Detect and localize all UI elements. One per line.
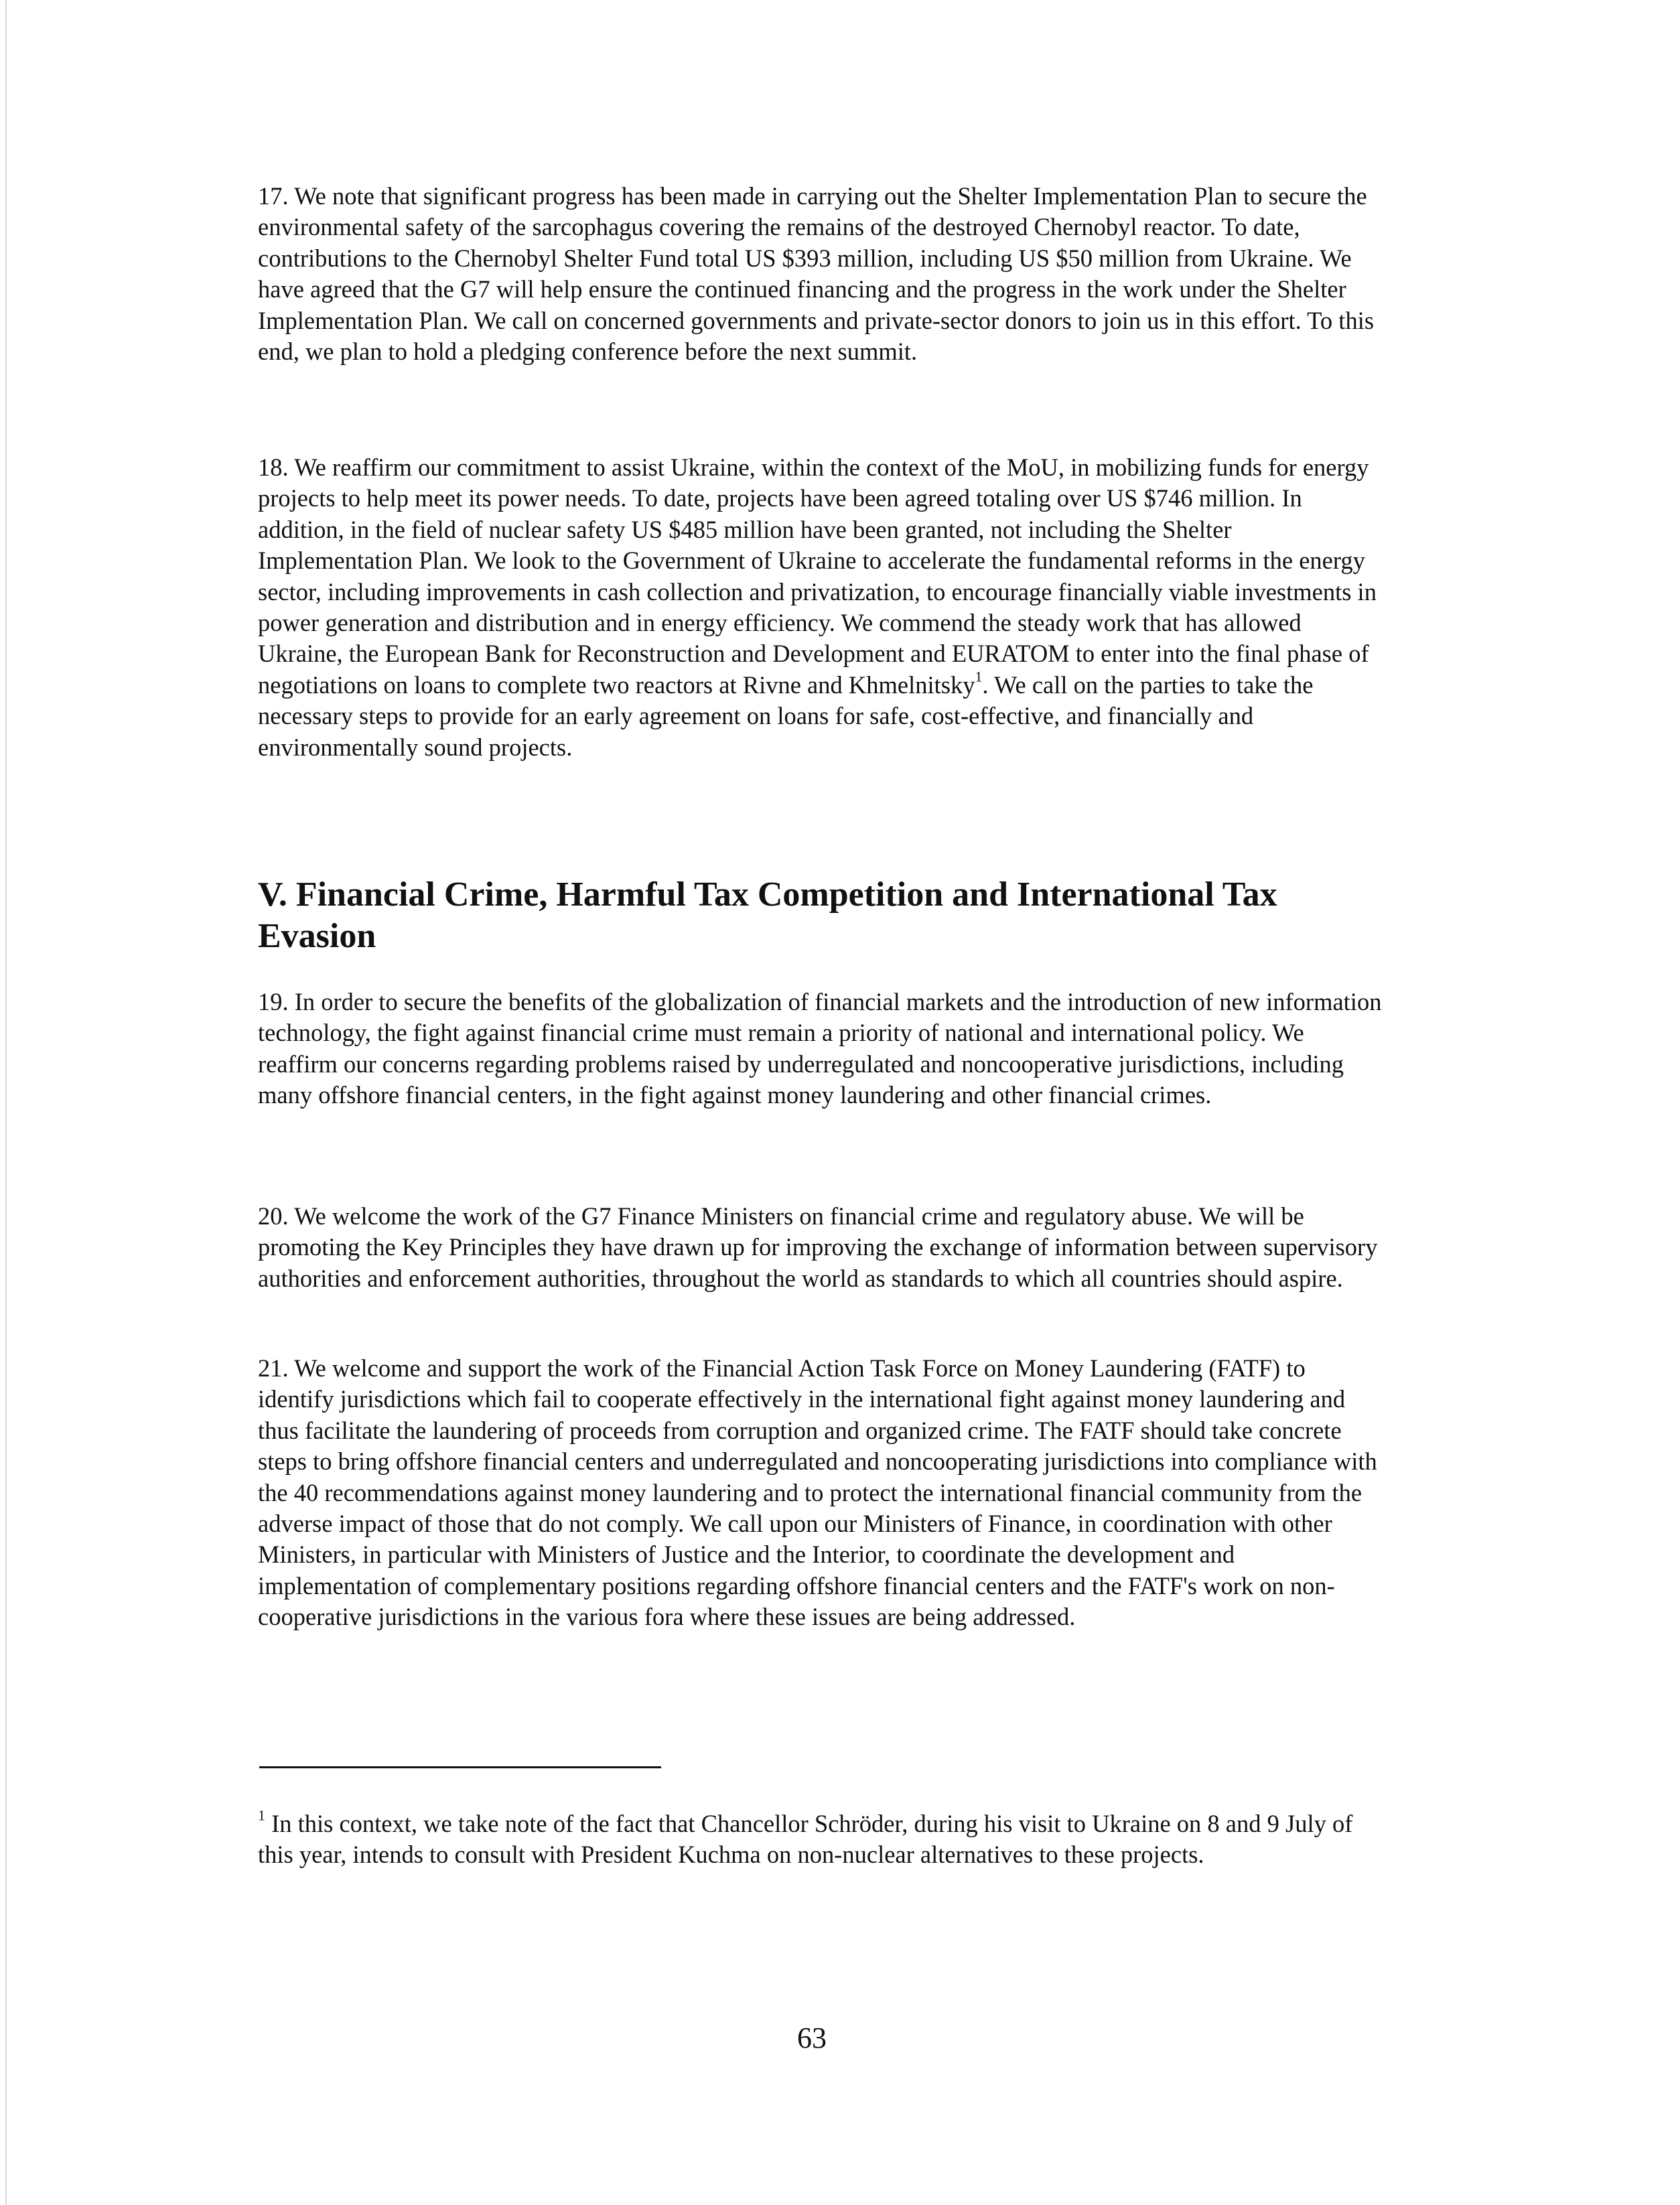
paragraph-20: 20. We welcome the work of the G7 Finance Ministers on financial crime and regulatory abuse. We will be promoting the Key Principles they have drawn up for improving the exchange of information between supervisory authorities and enforcement authorities, throughout the world as standards to which all countries should aspire. [258, 1202, 1378, 1292]
footnote [258, 1808, 1383, 1871]
footnote-text: In this context, we take note of the fact that Chancellor Schröder, during his visit to Ukraine on 8 and 9 July of this year, intends to consult with President Kuchma on non-nuclear alternatives to these projects. [258, 1810, 1353, 1869]
paragraph-18 [258, 452, 1383, 763]
page-number: 63 [797, 2021, 827, 2054]
footnote-separator [259, 1766, 661, 1768]
footnote-marker: 1 [258, 1806, 265, 1824]
paragraph-18-tail: . We call on the parties to take the necessary steps to provide for an early agreement on loans for safe, cost-effective, and financially and environmentally sound projects. [258, 670, 1314, 761]
paragraph-19: 19. In order to secure the benefits of the globalization of financial markets and the introduction of new information technology, the fight against financial crime must remain a priority of national and international policy. We reaffirm our concerns regarding problems raised by underregulated and noncooperative jurisdictions, including many offshore financial centers, in the fight against money laundering and other financial crimes. [258, 988, 1382, 1109]
scan-page-edge [5, 0, 7, 2205]
paragraph-18-main: 18. We reaffirm our commitment to assist Ukraine, within the context of the MoU, in mobilizing funds for energy projects to help meet its power needs. To date, projects have been agreed totaling over US $746 million. In addition, in the field of nuclear safety US $485 million have been granted, not including the Shelter Implementation Plan. We look to the Government of Ukraine to accelerate the fundamental reforms in the energy sector, including improvements in cash collection and privatization, to encourage financially viable investments in power generation and distribution and in energy efficiency. We commend the steady work that has allowed Ukraine, the European Bank for Reconstruction and Development and EURATOM to enter into the final phase of negotiations on loans to complete two reactors at Rivne and Khmelnitsky [258, 453, 1377, 699]
footnote-reference[interactable]: 1 [975, 668, 983, 685]
paragraph-17: 17. We note that significant progress has been made in carrying out the Shelter Implementation Plan to secure the environmental safety of the sarcophagus covering the remains of the destroyed Chernobyl reactor. To date, contributions to the Chernobyl Shelter Fund total US $393 million, including US $50 million from Ukraine. We have agreed that the G7 will help ensure the continued financing and the progress in the work under the Shelter Implementation Plan. We call on concerned governments and private-sector donors to join us in this effort. To this end, we plan to hold a pledging conference before the next summit. [258, 182, 1375, 366]
paragraph-21: 21. We welcome and support the work of the Financial Action Task Force on Money Laundering (FATF) to identify jurisdictions which fail to cooperate effectively in the international fight against money laundering and thus facilitate the laundering of proceeds from corruption and organized crime. The FATF should take concrete steps to bring offshore financial centers and underregulated and noncooperating jurisdictions into compliance with the 40 recommendations against money laundering and to protect the international financial community from the adverse impact of those that do not comply. We call upon our Ministers of Finance, in coordination with other Ministers, in particular with Ministers of Justice and the Interior, to coordinate the development and implementation of complementary positions regarding offshore financial centers and the FATF's work on non-cooperative jurisdictions in the various fora where these issues are being addressed. [258, 1354, 1377, 1631]
section-heading: V. Financial Crime, Harmful Tax Competition and International Tax Evasion [258, 875, 1277, 955]
